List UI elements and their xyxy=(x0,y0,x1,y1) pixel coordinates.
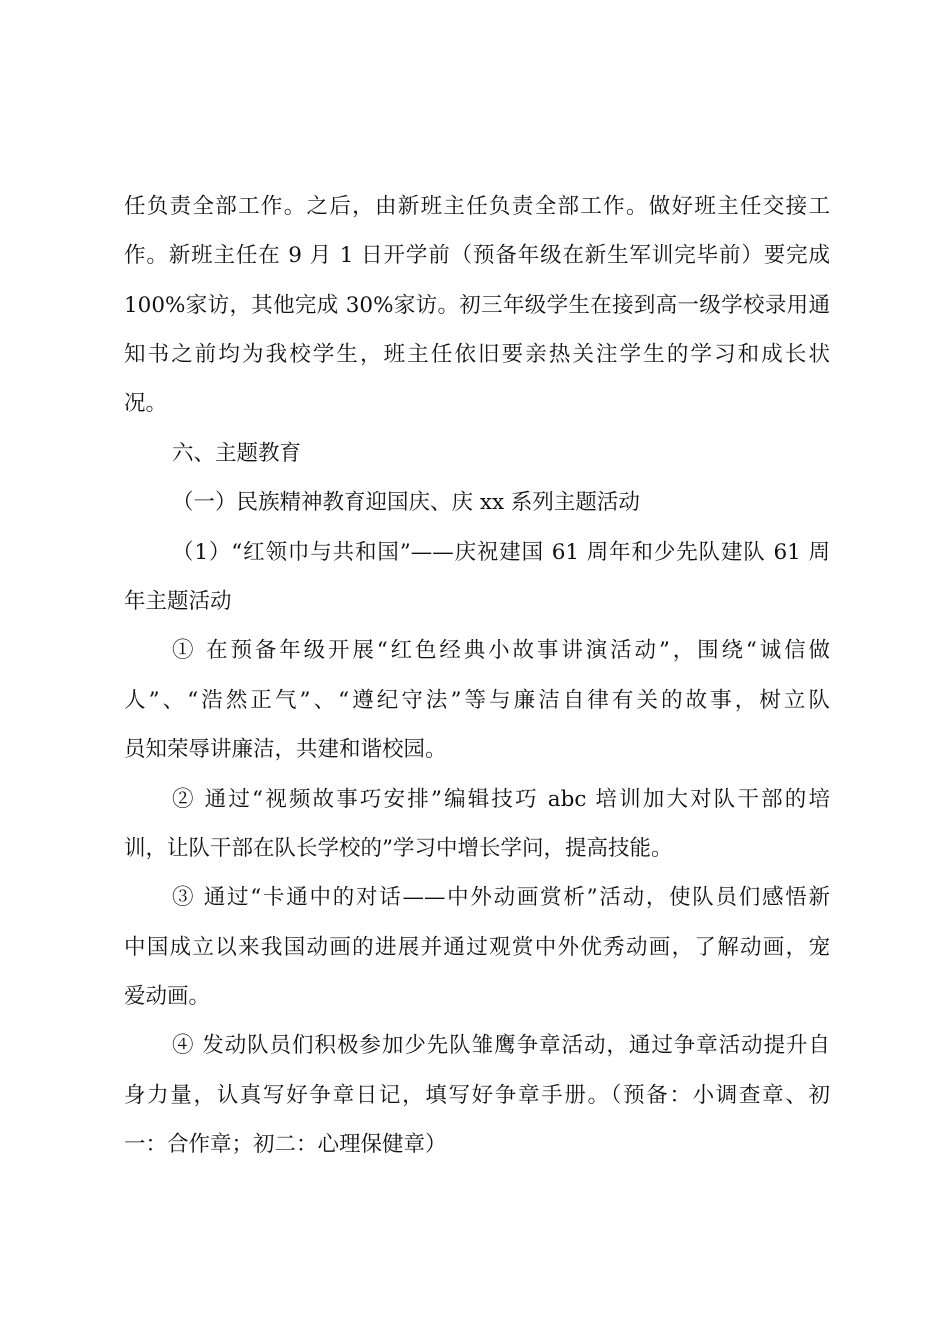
list-item-line: 人”、“浩然正气”、“遵纪守法”等与廉洁自律有关的故事，树立队 xyxy=(124,688,830,713)
paragraph-line: 100%家访，其他完成 30%家访。初三年级学生在接到高一级学校录用通 xyxy=(124,293,830,318)
paragraph-line: 知书之前均为我校学生，班主任依旧要亲热关注学生的学习和成长状 xyxy=(124,342,830,367)
list-item-line: ① 在预备年级开展“红色经典小故事讲演活动”，围绕“诚信做 xyxy=(172,638,830,663)
list-item-line: 员知荣辱讲廉洁，共建和谐校园。 xyxy=(124,737,447,762)
paragraph-line: 作。新班主任在 9 月 1 日开学前（预备年级在新生军训完毕前）要完成 xyxy=(124,243,830,268)
section-heading: 六、主题教育 xyxy=(172,441,302,466)
activity-heading: （1）“红领巾与共和国”——庆祝建国 61 周年和少先队建队 61 周 xyxy=(172,540,830,565)
list-item-line: ② 通过“视频故事巧安排”编辑技巧 abc 培训加大对队干部的培 xyxy=(172,787,830,812)
list-item-line: 中国成立以来我国动画的进展并通过观赏中外优秀动画，了解动画，宠 xyxy=(124,935,830,960)
paragraph-line: 况。 xyxy=(124,391,168,416)
activity-heading: 年主题活动 xyxy=(124,589,232,614)
list-item-line: 身力量，认真写好争章日记，填写好争章手册。（预备：小调查章、初 xyxy=(124,1083,830,1108)
list-item-line: 训，让队干部在队长学校的”学习中增长学问，提高技能。 xyxy=(124,836,673,861)
subsection-heading: （一）民族精神教育迎国庆、庆 xx 系列主题活动 xyxy=(172,490,640,515)
list-item-line: ③ 通过“卡通中的对话——中外动画赏析”活动，使队员们感悟新 xyxy=(172,885,830,910)
list-item-line: 一：合作章；初二：心理保健章） xyxy=(124,1132,447,1157)
paragraph-line: 任负责全部工作。之后，由新班主任负责全部工作。做好班主任交接工 xyxy=(124,194,830,219)
list-item-line: 爱动画。 xyxy=(124,984,211,1009)
list-item-line: ④ 发动队员们积极参加少先队雏鹰争章活动，通过争章活动提升自 xyxy=(172,1033,830,1058)
